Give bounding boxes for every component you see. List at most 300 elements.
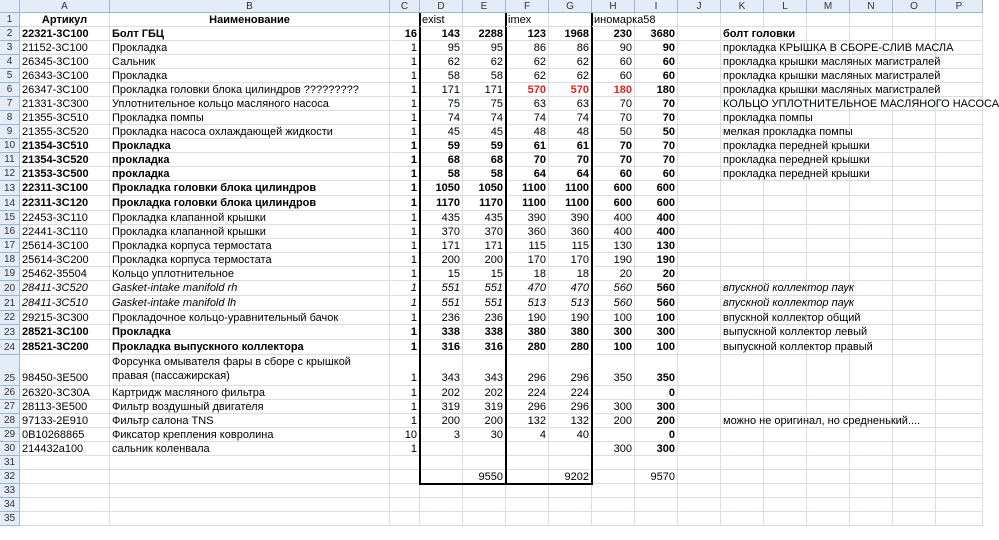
cell-a15[interactable]: 22453-3C110 [20, 211, 110, 225]
row-header-20[interactable]: 20 [0, 281, 20, 296]
cell-m18[interactable] [807, 253, 850, 267]
cell-f6[interactable]: 570 [506, 83, 549, 97]
cell-m17[interactable] [807, 239, 850, 253]
cell-m34[interactable] [807, 498, 850, 512]
cell-h11[interactable]: 70 [592, 153, 635, 167]
row-header-11[interactable]: 11 [0, 153, 20, 167]
cell-j23[interactable] [678, 325, 721, 340]
cell-n18[interactable] [850, 253, 893, 267]
cell-f21[interactable]: 513 [506, 296, 549, 311]
cell-a22[interactable]: 29215-3C300 [20, 311, 110, 325]
cell-l16[interactable] [764, 225, 807, 239]
cell-f27[interactable]: 296 [506, 400, 549, 414]
cell-c15[interactable]: 1 [390, 211, 420, 225]
cell-l32[interactable] [764, 470, 807, 484]
cell-j17[interactable] [678, 239, 721, 253]
cell-p18[interactable] [936, 253, 983, 267]
row-header-19[interactable]: 19 [0, 267, 20, 281]
cell-d10[interactable]: 59 [420, 139, 463, 153]
cell-f17[interactable]: 115 [506, 239, 549, 253]
cell-k14[interactable] [721, 196, 764, 211]
cell-j29[interactable] [678, 428, 721, 442]
cell-f13[interactable]: 1100 [506, 181, 549, 196]
cell-h25[interactable]: 350 [592, 355, 635, 386]
column-header-m[interactable]: M [807, 0, 850, 13]
cell-c28[interactable]: 1 [390, 414, 420, 428]
cell-m16[interactable] [807, 225, 850, 239]
cell-b9[interactable]: Прокладка насоса охлаждающей жидкости [110, 125, 390, 139]
row-header-23[interactable]: 23 [0, 325, 20, 340]
cell-d35[interactable] [420, 512, 463, 526]
cell-l35[interactable] [764, 512, 807, 526]
cell-a16[interactable]: 22441-3C110 [20, 225, 110, 239]
cell-p11[interactable] [936, 153, 983, 167]
cell-h12[interactable]: 60 [592, 167, 635, 181]
cell-a3[interactable]: 21152-3C100 [20, 41, 110, 55]
cell-g32[interactable]: 9202 [549, 470, 592, 484]
cell-l31[interactable] [764, 456, 807, 470]
cell-f9[interactable]: 48 [506, 125, 549, 139]
row-header-5[interactable]: 5 [0, 69, 20, 83]
cell-c34[interactable] [390, 498, 420, 512]
cell-c9[interactable]: 1 [390, 125, 420, 139]
cell-a2[interactable]: 22321-3C100 [20, 27, 110, 41]
cell-c19[interactable]: 1 [390, 267, 420, 281]
cell-m1[interactable] [807, 13, 850, 27]
cell-n25[interactable] [850, 355, 893, 386]
cell-k32[interactable] [721, 470, 764, 484]
cell-f10[interactable]: 61 [506, 139, 549, 153]
cell-a30[interactable]: 214432a100 [20, 442, 110, 456]
cell-l19[interactable] [764, 267, 807, 281]
cell-o33[interactable] [893, 484, 936, 498]
cell-d18[interactable]: 200 [420, 253, 463, 267]
cell-i28[interactable]: 200 [635, 414, 678, 428]
cell-b22[interactable]: Прокладочное кольцо-уравнительный бачок [110, 311, 390, 325]
cell-c20[interactable]: 1 [390, 281, 420, 296]
cell-d16[interactable]: 370 [420, 225, 463, 239]
cell-c21[interactable]: 1 [390, 296, 420, 311]
cell-o30[interactable] [893, 442, 936, 456]
cell-p20[interactable] [936, 281, 983, 296]
cell-c16[interactable]: 1 [390, 225, 420, 239]
cell-e4[interactable]: 62 [463, 55, 506, 69]
cell-n15[interactable] [850, 211, 893, 225]
cell-j13[interactable] [678, 181, 721, 196]
cell-h29[interactable] [592, 428, 635, 442]
cell-j27[interactable] [678, 400, 721, 414]
cell-i5[interactable]: 60 [635, 69, 678, 83]
cell-e6[interactable]: 171 [463, 83, 506, 97]
cell-f3[interactable]: 86 [506, 41, 549, 55]
row-header-15[interactable]: 15 [0, 211, 20, 225]
cell-o22[interactable] [893, 311, 936, 325]
cell-i19[interactable]: 20 [635, 267, 678, 281]
cell-n26[interactable] [850, 386, 893, 400]
cell-p6[interactable] [936, 83, 983, 97]
cell-k15[interactable] [721, 211, 764, 225]
cell-j30[interactable] [678, 442, 721, 456]
cell-j11[interactable] [678, 153, 721, 167]
cell-f31[interactable] [506, 456, 549, 470]
cell-d13[interactable]: 1050 [420, 181, 463, 196]
cell-h6[interactable]: 180 [592, 83, 635, 97]
cell-b7[interactable]: Уплотнительное кольцо масляного насоса [110, 97, 390, 111]
cell-l18[interactable] [764, 253, 807, 267]
cell-e25[interactable]: 343 [463, 355, 506, 386]
cell-k23[interactable]: выпускной коллектор левый [723, 326, 868, 338]
cell-a12[interactable]: 21353-3C500 [20, 167, 110, 181]
cell-a5[interactable]: 26343-3C100 [20, 69, 110, 83]
cell-g27[interactable]: 296 [549, 400, 592, 414]
cell-g30[interactable] [549, 442, 592, 456]
cell-d23[interactable]: 338 [420, 325, 463, 340]
cell-f32[interactable] [506, 470, 549, 484]
cell-g28[interactable]: 132 [549, 414, 592, 428]
cell-p27[interactable] [936, 400, 983, 414]
cell-f15[interactable]: 390 [506, 211, 549, 225]
cell-h5[interactable]: 60 [592, 69, 635, 83]
cell-g26[interactable]: 224 [549, 386, 592, 400]
cell-c7[interactable]: 1 [390, 97, 420, 111]
column-header-g[interactable]: G [549, 0, 592, 13]
cell-d26[interactable]: 202 [420, 386, 463, 400]
cell-c1[interactable] [390, 13, 420, 27]
cell-d21[interactable]: 551 [420, 296, 463, 311]
cell-e31[interactable] [463, 456, 506, 470]
cell-k9[interactable]: мелкая прокладка помпы [723, 126, 853, 138]
cell-h15[interactable]: 400 [592, 211, 635, 225]
cell-m29[interactable] [807, 428, 850, 442]
cell-e29[interactable]: 30 [463, 428, 506, 442]
cell-c10[interactable]: 1 [390, 139, 420, 153]
cell-p1[interactable] [936, 13, 983, 27]
cell-k12[interactable]: прокладка передней крышки [723, 168, 870, 180]
cell-m25[interactable] [807, 355, 850, 386]
cell-c11[interactable]: 1 [390, 153, 420, 167]
cell-l29[interactable] [764, 428, 807, 442]
cell-e16[interactable]: 370 [463, 225, 506, 239]
cell-a31[interactable] [20, 456, 110, 470]
cell-g8[interactable]: 74 [549, 111, 592, 125]
cell-i25[interactable]: 350 [635, 355, 678, 386]
cell-d4[interactable]: 62 [420, 55, 463, 69]
cell-g9[interactable]: 48 [549, 125, 592, 139]
cell-g25[interactable]: 296 [549, 355, 592, 386]
cell-o17[interactable] [893, 239, 936, 253]
cell-h18[interactable]: 190 [592, 253, 635, 267]
cell-e21[interactable]: 551 [463, 296, 506, 311]
cell-m35[interactable] [807, 512, 850, 526]
column-header-e[interactable]: E [463, 0, 506, 13]
cell-c25[interactable]: 1 [390, 355, 420, 386]
cell-a33[interactable] [20, 484, 110, 498]
cell-o19[interactable] [893, 267, 936, 281]
cell-a21[interactable]: 28411-3C510 [20, 296, 110, 311]
cell-f1[interactable]: imex [506, 13, 549, 27]
cell-d32[interactable] [420, 470, 463, 484]
cell-b16[interactable]: Прокладка клапанной крышки [110, 225, 390, 239]
column-header-p[interactable]: P [936, 0, 983, 13]
cell-d9[interactable]: 45 [420, 125, 463, 139]
cell-f12[interactable]: 64 [506, 167, 549, 181]
cell-g24[interactable]: 280 [549, 340, 592, 355]
cell-l15[interactable] [764, 211, 807, 225]
cell-h17[interactable]: 130 [592, 239, 635, 253]
cell-a26[interactable]: 26320-3C30A [20, 386, 110, 400]
cell-k19[interactable] [721, 267, 764, 281]
cell-d8[interactable]: 74 [420, 111, 463, 125]
cell-e3[interactable]: 95 [463, 41, 506, 55]
cell-b28[interactable]: Фильтр салона TNS [110, 414, 390, 428]
row-header-16[interactable]: 16 [0, 225, 20, 239]
cell-h10[interactable]: 70 [592, 139, 635, 153]
cell-p12[interactable] [936, 167, 983, 181]
cell-p22[interactable] [936, 311, 983, 325]
cell-a32[interactable] [20, 470, 110, 484]
cell-e30[interactable] [463, 442, 506, 456]
cell-i4[interactable]: 60 [635, 55, 678, 69]
cell-b32[interactable] [110, 470, 390, 484]
cell-k35[interactable] [721, 512, 764, 526]
row-header-10[interactable]: 10 [0, 139, 20, 153]
cell-d17[interactable]: 171 [420, 239, 463, 253]
cell-o29[interactable] [893, 428, 936, 442]
cell-b14[interactable]: Прокладка головки блока цилиндров [110, 196, 390, 211]
cell-j9[interactable] [678, 125, 721, 139]
cell-g23[interactable]: 380 [549, 325, 592, 340]
cell-k6[interactable]: прокладка крышки масляных магистралей [723, 84, 941, 96]
row-header-12[interactable]: 12 [0, 167, 20, 181]
cell-g14[interactable]: 1100 [549, 196, 592, 211]
cell-c17[interactable]: 1 [390, 239, 420, 253]
cell-h23[interactable]: 300 [592, 325, 635, 340]
cell-d5[interactable]: 58 [420, 69, 463, 83]
cell-a13[interactable]: 22311-3C100 [20, 181, 110, 196]
cell-a24[interactable]: 28521-3C200 [20, 340, 110, 355]
cell-p9[interactable] [936, 125, 983, 139]
cell-p35[interactable] [936, 512, 983, 526]
cell-e23[interactable]: 338 [463, 325, 506, 340]
row-header-26[interactable]: 26 [0, 386, 20, 400]
cell-m33[interactable] [807, 484, 850, 498]
cell-p10[interactable] [936, 139, 983, 153]
cell-n35[interactable] [850, 512, 893, 526]
cell-a9[interactable]: 21355-3C520 [20, 125, 110, 139]
cell-j12[interactable] [678, 167, 721, 181]
cell-a1[interactable]: Артикул [20, 13, 110, 27]
cell-p29[interactable] [936, 428, 983, 442]
cell-o31[interactable] [893, 456, 936, 470]
cell-d6[interactable]: 171 [420, 83, 463, 97]
cell-g1[interactable] [549, 13, 592, 27]
cell-e34[interactable] [463, 498, 506, 512]
cell-o21[interactable] [893, 296, 936, 311]
cell-i17[interactable]: 130 [635, 239, 678, 253]
cell-g3[interactable]: 86 [549, 41, 592, 55]
cell-e32[interactable]: 9550 [463, 470, 506, 484]
cell-f8[interactable]: 74 [506, 111, 549, 125]
cell-b6[interactable]: Прокладка головки блока цилиндров ????????? [110, 83, 390, 97]
cell-k30[interactable] [721, 442, 764, 456]
cell-p2[interactable] [936, 27, 983, 41]
row-header-2[interactable]: 2 [0, 27, 20, 41]
column-header-b[interactable]: B [110, 0, 390, 13]
row-header-27[interactable]: 27 [0, 400, 20, 414]
cell-c27[interactable]: 1 [390, 400, 420, 414]
cell-m30[interactable] [807, 442, 850, 456]
cell-o16[interactable] [893, 225, 936, 239]
cell-p13[interactable] [936, 181, 983, 196]
cell-e5[interactable]: 58 [463, 69, 506, 83]
cell-h22[interactable]: 100 [592, 311, 635, 325]
cell-e15[interactable]: 435 [463, 211, 506, 225]
cell-a14[interactable]: 22311-3C120 [20, 196, 110, 211]
cell-a20[interactable]: 28411-3C520 [20, 281, 110, 296]
cell-g21[interactable]: 513 [549, 296, 592, 311]
cell-j22[interactable] [678, 311, 721, 325]
cell-c2[interactable]: 16 [390, 27, 420, 41]
row-header-34[interactable]: 34 [0, 498, 20, 512]
row-header-31[interactable]: 31 [0, 456, 20, 470]
cell-o1[interactable] [893, 13, 936, 27]
cell-n33[interactable] [850, 484, 893, 498]
cell-d1[interactable]: exist [420, 13, 463, 27]
cell-h9[interactable]: 50 [592, 125, 635, 139]
cell-a28[interactable]: 97133-2E910 [20, 414, 110, 428]
cell-e20[interactable]: 551 [463, 281, 506, 296]
cell-k34[interactable] [721, 498, 764, 512]
cell-m8[interactable] [807, 111, 850, 125]
cell-e7[interactable]: 75 [463, 97, 506, 111]
cell-k2[interactable]: болт головки [723, 28, 796, 40]
cell-o9[interactable] [893, 125, 936, 139]
cell-h21[interactable]: 560 [592, 296, 635, 311]
row-header-21[interactable]: 21 [0, 296, 20, 311]
cell-h33[interactable] [592, 484, 635, 498]
cell-k29[interactable] [721, 428, 764, 442]
cell-p19[interactable] [936, 267, 983, 281]
select-all-corner[interactable] [0, 0, 20, 13]
cell-a27[interactable]: 28113-3E500 [20, 400, 110, 414]
cell-b17[interactable]: Прокладка корпуса термостата [110, 239, 390, 253]
cell-d19[interactable]: 15 [420, 267, 463, 281]
cell-j35[interactable] [678, 512, 721, 526]
cell-j25[interactable] [678, 355, 721, 386]
cell-f30[interactable] [506, 442, 549, 456]
cell-n14[interactable] [850, 196, 893, 211]
cell-e18[interactable]: 200 [463, 253, 506, 267]
cell-n8[interactable] [850, 111, 893, 125]
cell-h4[interactable]: 60 [592, 55, 635, 69]
cell-o11[interactable] [893, 153, 936, 167]
column-header-l[interactable]: L [764, 0, 807, 13]
cell-g7[interactable]: 63 [549, 97, 592, 111]
cell-d20[interactable]: 551 [420, 281, 463, 296]
row-header-4[interactable]: 4 [0, 55, 20, 69]
row-header-14[interactable]: 14 [0, 196, 20, 211]
cell-n19[interactable] [850, 267, 893, 281]
cell-g31[interactable] [549, 456, 592, 470]
column-header-i[interactable]: I [635, 0, 678, 13]
cell-n30[interactable] [850, 442, 893, 456]
cell-j3[interactable] [678, 41, 721, 55]
cell-e19[interactable]: 15 [463, 267, 506, 281]
row-header-3[interactable]: 3 [0, 41, 20, 55]
cell-g35[interactable] [549, 512, 592, 526]
cell-k18[interactable] [721, 253, 764, 267]
cell-h24[interactable]: 100 [592, 340, 635, 355]
cell-c30[interactable]: 1 [390, 442, 420, 456]
cell-n21[interactable] [850, 296, 893, 311]
cell-j31[interactable] [678, 456, 721, 470]
cell-i34[interactable] [635, 498, 678, 512]
cell-b21[interactable]: Gasket-intake manifold lh [110, 296, 390, 311]
cell-c18[interactable]: 1 [390, 253, 420, 267]
cell-e28[interactable]: 200 [463, 414, 506, 428]
row-header-9[interactable]: 9 [0, 125, 20, 139]
cell-j32[interactable] [678, 470, 721, 484]
cell-h27[interactable]: 300 [592, 400, 635, 414]
cell-a11[interactable]: 21354-3C520 [20, 153, 110, 167]
cell-j15[interactable] [678, 211, 721, 225]
cell-i7[interactable]: 70 [635, 97, 678, 111]
cell-g18[interactable]: 170 [549, 253, 592, 267]
cell-h26[interactable] [592, 386, 635, 400]
cell-d25[interactable]: 343 [420, 355, 463, 386]
cell-m27[interactable] [807, 400, 850, 414]
cell-i32[interactable]: 9570 [635, 470, 678, 484]
cell-p15[interactable] [936, 211, 983, 225]
cell-e26[interactable]: 202 [463, 386, 506, 400]
cell-p5[interactable] [936, 69, 983, 83]
cell-j20[interactable] [678, 281, 721, 296]
cell-p31[interactable] [936, 456, 983, 470]
cell-l14[interactable] [764, 196, 807, 211]
cell-d3[interactable]: 95 [420, 41, 463, 55]
cell-b10[interactable]: Прокладка [110, 139, 390, 153]
cell-o20[interactable] [893, 281, 936, 296]
cell-a10[interactable]: 21354-3C510 [20, 139, 110, 153]
cell-c3[interactable]: 1 [390, 41, 420, 55]
cell-l13[interactable] [764, 181, 807, 196]
cell-f24[interactable]: 280 [506, 340, 549, 355]
cell-g11[interactable]: 70 [549, 153, 592, 167]
cell-d33[interactable] [420, 484, 463, 498]
cell-c4[interactable]: 1 [390, 55, 420, 69]
cell-b30[interactable]: сальник коленвала [110, 442, 390, 456]
cell-i29[interactable]: 0 [635, 428, 678, 442]
cell-c12[interactable]: 1 [390, 167, 420, 181]
cell-j18[interactable] [678, 253, 721, 267]
cell-b2[interactable]: Болт ГБЦ [110, 27, 390, 41]
cell-g13[interactable]: 1100 [549, 181, 592, 196]
cell-c26[interactable]: 1 [390, 386, 420, 400]
cell-f29[interactable]: 4 [506, 428, 549, 442]
cell-c5[interactable]: 1 [390, 69, 420, 83]
cell-g10[interactable]: 61 [549, 139, 592, 153]
cell-p14[interactable] [936, 196, 983, 211]
cell-i23[interactable]: 300 [635, 325, 678, 340]
cell-e1[interactable] [463, 13, 506, 27]
cell-a7[interactable]: 21331-3C300 [20, 97, 110, 111]
cell-a19[interactable]: 25462-35504 [20, 267, 110, 281]
cell-o10[interactable] [893, 139, 936, 153]
cell-j26[interactable] [678, 386, 721, 400]
cell-k27[interactable] [721, 400, 764, 414]
cell-i14[interactable]: 600 [635, 196, 678, 211]
cell-o2[interactable] [893, 27, 936, 41]
